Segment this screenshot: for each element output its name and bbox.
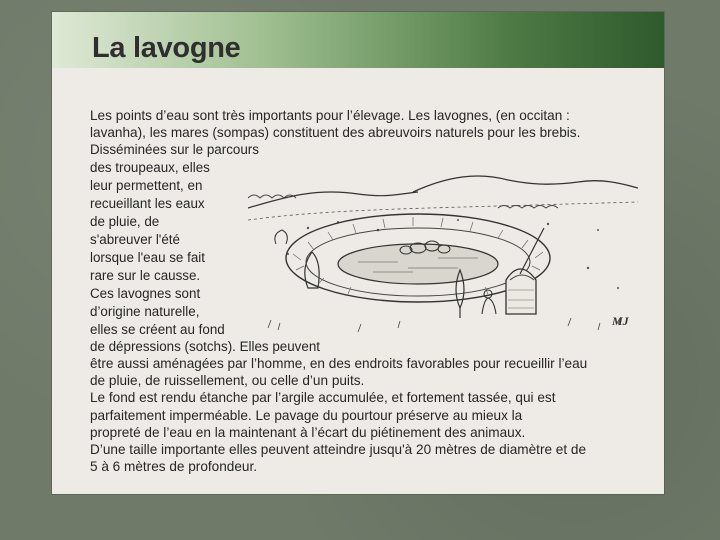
body-line-18: parfaitement imperméable. Le pavage du pourtour préserve au mieux la — [90, 408, 523, 423]
body-line-17: Le fond est rendu étanche par l’argile accumulée, et fortement tassée, qui est — [90, 390, 556, 405]
body-line-11: Ces lavognes sont — [90, 286, 201, 301]
artist-signature: MJ — [612, 314, 629, 328]
body-line-1: Les points d’eau sont très importants pour l’élevage. Les lavognes, (en occitan : — [90, 108, 570, 123]
body-line-13: elles se créent au fond — [90, 322, 225, 337]
page-title: La lavogne — [92, 32, 241, 64]
lavogne-sketch — [248, 158, 638, 348]
title-bar — [52, 12, 664, 68]
body-line-9: lorsque l'eau se fait — [90, 250, 205, 265]
body-line-16: de pluie, de ruissellement, ou celle d’un puits. — [90, 373, 365, 388]
body-line-20: D’une taille importante elles peuvent atteindre jusqu'à 20 mètres de diamètre et de — [90, 442, 587, 457]
body-line-19: propreté de l’eau en la maintenant à l’écart du piétinement des animaux. — [90, 425, 526, 440]
body-line-14: de dépressions (sotchs). Elles peuvent — [90, 339, 320, 354]
body-line-3: Disséminées sur le parcours — [90, 142, 259, 157]
slide — [52, 12, 664, 494]
body-line-4: des troupeaux, elles — [90, 160, 210, 175]
body-line-8: s'abreuver l'été — [90, 232, 180, 247]
body-line-6: recueillant les eaux — [90, 196, 205, 211]
body-line-12: d’origine naturelle, — [90, 304, 200, 319]
body-line-21: 5 à 6 mètres de profondeur. — [90, 459, 258, 474]
body-line-5: leur permettent, en — [90, 178, 203, 193]
body-line-7: de pluie, de — [90, 214, 160, 229]
body-line-2: lavanha), les mares (sompas) constituent des abreuvoirs naturels pour les brebis. — [90, 125, 581, 140]
body-line-10: rare sur le causse. — [90, 268, 201, 283]
body-line-15: être aussi aménagées par l’homme, en des endroits favorables pour recueillir l’eau — [90, 356, 588, 371]
